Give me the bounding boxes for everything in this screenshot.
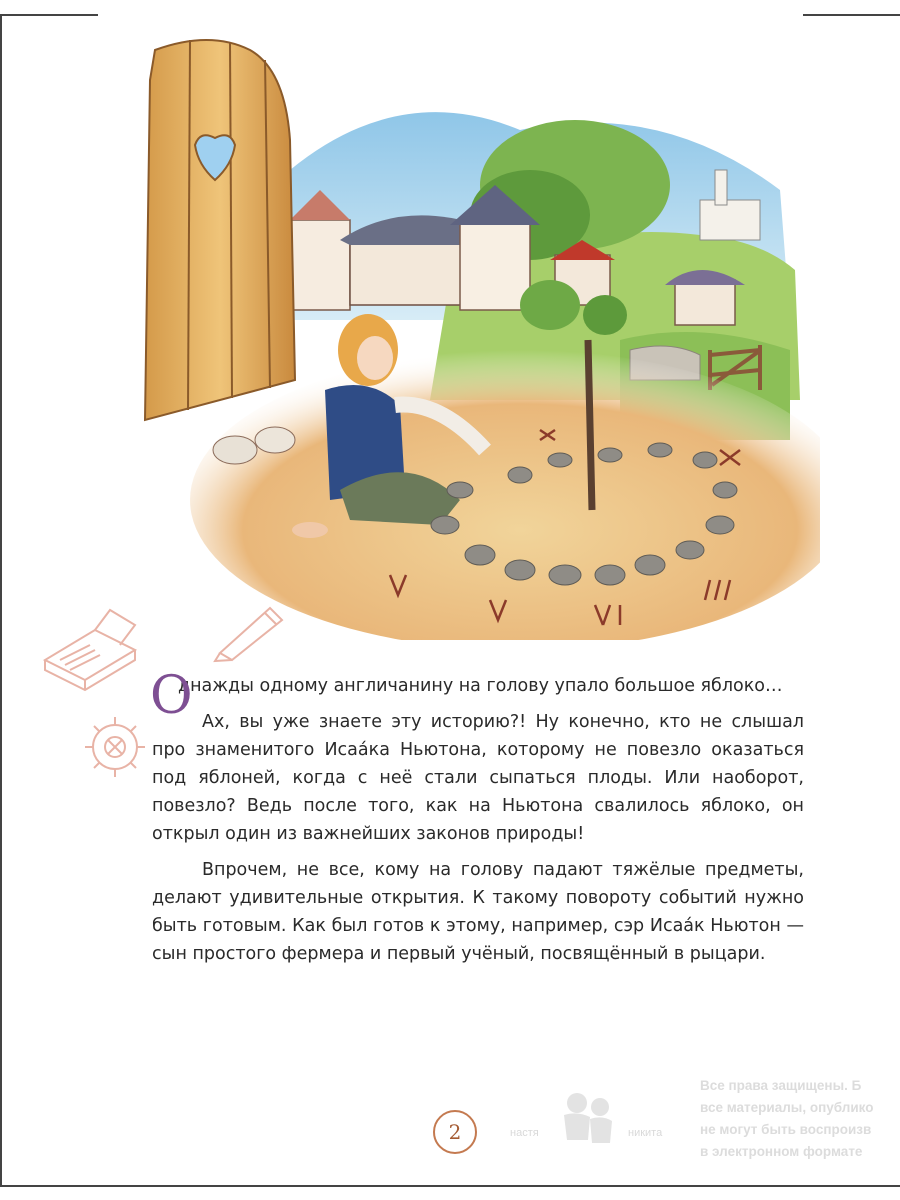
first-paragraph-text: днажды одному англичанину на голову упало большое яблоко… [178,676,783,696]
illustration-newton-village [100,20,820,640]
page-number: 2 [433,1110,477,1154]
chicken [255,427,295,453]
book-icon [40,605,140,695]
frame-top-right-border [803,14,900,16]
frame-left-border [0,14,2,1186]
paragraph-1: Ах, вы уже знаете эту историю?! Ну конечно, кто не слышал про знаменитого Исаáка Ньютона, которому не повезло оказаться под яблоней, когда с неё стали сыпаться плоды. Или наоборот, повезло? Ведь после того, как на Ньютона свалилось яблоко, он открыл один из важнейших законов природы! [152,712,804,844]
watermark-line: все материалы, опублико [700,1100,874,1115]
small-tree [520,280,580,330]
small-tree [583,295,627,335]
copyright-watermark [700,1075,900,1163]
castle-tower [715,170,727,205]
watermark-line: не могут быть воспроизв [700,1122,872,1137]
brand-name-right: никита [628,1127,663,1139]
drop-cap: О [150,666,193,726]
paragraph-2: Впрочем, не все, кому на голову падают тяжёлые предметы, делают удивительные открытия. К такому повороту событий нужно быть готовым. Как был готов к этому, например, сэр Исаáк Ньютон — сын простого фермера и первый учёный, посвящённый в рыцари. [152,860,804,964]
watermark-line: в электронном формате [700,1144,863,1159]
wooden-door [145,40,295,420]
brand-name-left: настя [510,1127,539,1139]
frame-top-left-border [0,14,98,16]
sundial-stick [588,340,592,510]
watermark-line: Все права защищены. Б [700,1078,862,1093]
chicken [213,436,257,464]
frame-bottom-border [0,1185,900,1187]
first-paragraph [150,666,804,726]
gear-icon [80,712,150,782]
distant-castle [700,200,760,240]
story-text [150,666,804,968]
pencil-icon [210,598,290,663]
kids-logo-icon [552,1085,622,1165]
